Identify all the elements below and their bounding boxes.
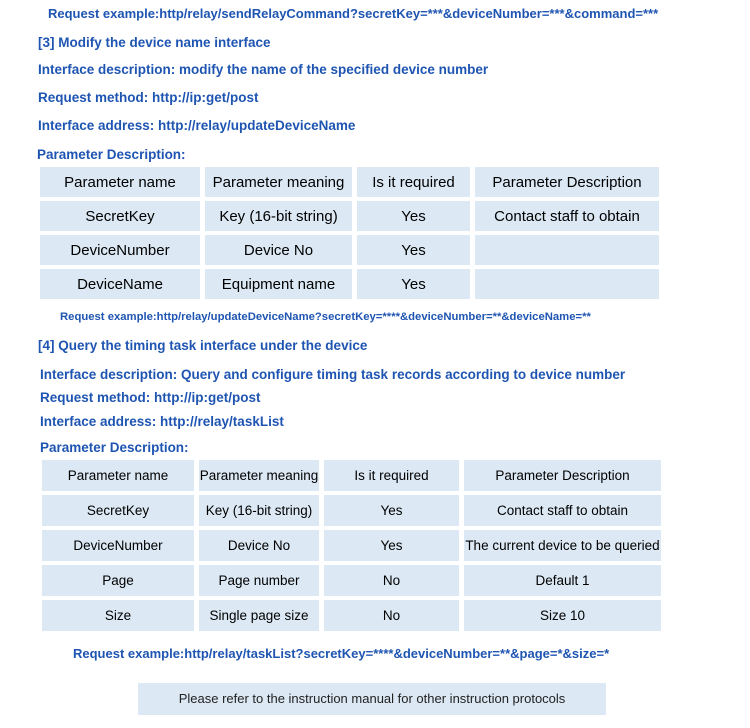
section4-heading: [4] Query the timing task interface under the device (38, 338, 368, 353)
section4-method: Request method: http://ip:get/post (40, 390, 261, 405)
table-cell: Equipment name (200, 269, 352, 299)
table-header-cell: Parameter meaning (200, 167, 352, 197)
table-cell: Size 10 (459, 600, 661, 631)
table-cell: Single page size (194, 600, 319, 631)
table-header-cell: Parameter meaning (194, 460, 319, 491)
table-cell: Key (16-bit string) (194, 495, 319, 526)
table-row (42, 565, 661, 596)
table-cell: Yes (319, 530, 459, 561)
section4-request-example: Request example:http/relay/taskList?secretKey=****&deviceNumber=**&page=*&size=* (73, 646, 610, 661)
update-device-name-param-table (40, 163, 659, 303)
table-cell: DeviceNumber (40, 235, 200, 265)
section3-method: Request method: http://ip:get/post (38, 90, 259, 105)
table-row (40, 201, 659, 231)
task-list-param-table (42, 456, 661, 635)
table-cell: Key (16-bit string) (200, 201, 352, 231)
table-header-row (42, 460, 661, 491)
table-cell: Contact staff to obtain (470, 201, 659, 231)
table-cell (470, 235, 659, 265)
table-row (42, 600, 661, 631)
section3-address: Interface address: http://relay/updateDeviceName (38, 118, 356, 133)
table-cell: Device No (194, 530, 319, 561)
table-cell (470, 269, 659, 299)
section4-address: Interface address: http://relay/taskList (40, 414, 284, 429)
section3-description: Interface description: modify the name of the specified device number (38, 62, 489, 77)
table-cell: Size (42, 600, 194, 631)
table-header-cell: Parameter Description (470, 167, 659, 197)
table-header-cell: Parameter name (40, 167, 200, 197)
table-cell: SecretKey (42, 495, 194, 526)
table-cell: No (319, 600, 459, 631)
table-cell: The current device to be queried (459, 530, 661, 561)
table-cell: Device No (200, 235, 352, 265)
table-header-row (40, 167, 659, 197)
table-cell: Contact staff to obtain (459, 495, 661, 526)
footer-note-box: Please refer to the instruction manual for other instruction protocols (138, 683, 606, 715)
table-cell: DeviceNumber (42, 530, 194, 561)
table-cell: SecretKey (40, 201, 200, 231)
table-cell: Default 1 (459, 565, 661, 596)
table-cell: DeviceName (40, 269, 200, 299)
table-cell: Page number (194, 565, 319, 596)
section3-request-example: Request example:http/relay/updateDeviceName?secretKey=****&deviceNumber=**&deviceName=** (60, 311, 591, 323)
table-row (42, 495, 661, 526)
section3-heading: [3] Modify the device name interface (38, 35, 271, 50)
table-cell: No (319, 565, 459, 596)
section4-param-title: Parameter Description: (40, 440, 189, 455)
table-cell: Yes (352, 269, 470, 299)
table-cell: Page (42, 565, 194, 596)
table-cell: Yes (352, 201, 470, 231)
table-header-cell: Parameter name (42, 460, 194, 491)
section3-param-title: Parameter Description: (37, 147, 186, 162)
top-request-example: Request example:http/relay/sendRelayCommand?secretKey=***&deviceNumber=***&command=*** (48, 6, 659, 21)
table-cell: Yes (352, 235, 470, 265)
table-header-cell: Is it required (319, 460, 459, 491)
section4-description: Interface description: Query and configure timing task records according to device number (40, 367, 626, 382)
table-row (40, 269, 659, 299)
table-header-cell: Parameter Description (459, 460, 661, 491)
table-row (40, 235, 659, 265)
table-header-cell: Is it required (352, 167, 470, 197)
table-row (42, 530, 661, 561)
table-cell: Yes (319, 495, 459, 526)
